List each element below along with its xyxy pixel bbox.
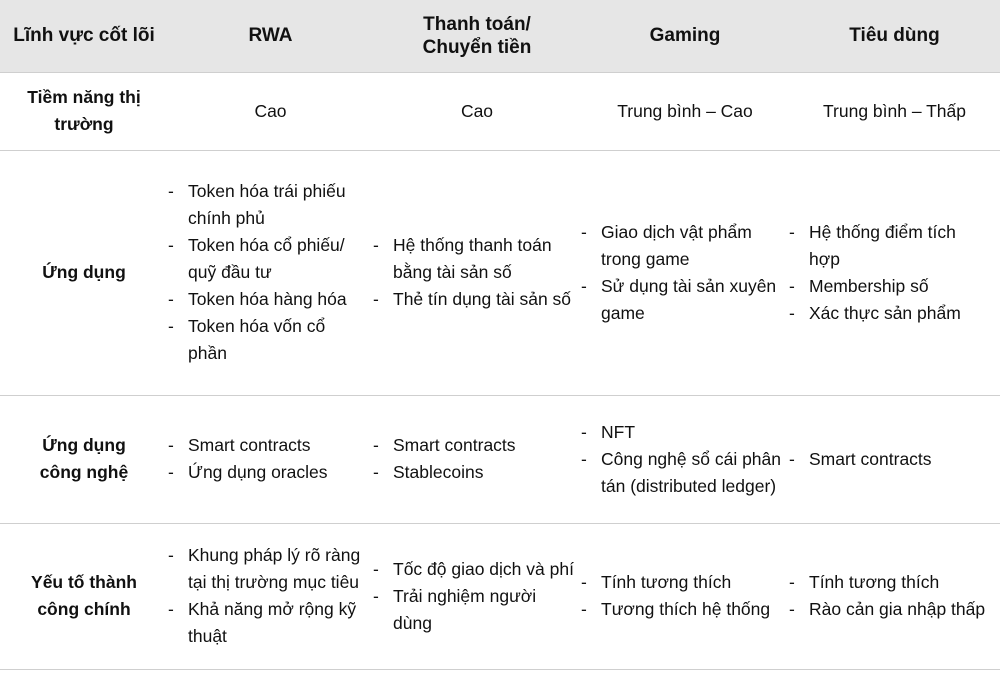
- bullet-list: [581, 569, 789, 623]
- list-item: - Rào cản gia nhập thấp: [789, 596, 1000, 623]
- list-item: - Hệ thống điểm tích hợp: [789, 219, 1000, 273]
- list-item: - NFT: [581, 419, 789, 446]
- table-row-applications: [0, 150, 1000, 395]
- list-item: - Công nghệ sổ cái phân tán (distributed ledger): [581, 446, 789, 500]
- list-item: - Sử dụng tài sản xuyên game: [581, 273, 789, 327]
- bullet-list: [581, 219, 789, 327]
- bullet-list: [168, 542, 368, 650]
- table-row-technology: [0, 395, 1000, 523]
- list-item: - Tính tương thích: [789, 569, 1000, 596]
- header-gaming: Gaming: [581, 0, 789, 72]
- list-item: - Smart contracts: [373, 432, 581, 459]
- bullet-list: [789, 569, 1000, 623]
- row-label-success-factors: Yếu tố thành công chính: [0, 523, 168, 669]
- cell-list: [373, 523, 581, 669]
- table-row-market-potential: [0, 72, 1000, 150]
- list-item: - Smart contracts: [168, 432, 373, 459]
- list-item: - Smart contracts: [789, 446, 1000, 473]
- list-item: - Tương thích hệ thống: [581, 596, 789, 623]
- header-core-field: Lĩnh vực cốt lõi: [0, 0, 168, 72]
- list-item: - Xác thực sản phẩm: [789, 300, 1000, 327]
- list-item: - Trải nghiệm người dùng: [373, 583, 581, 637]
- cell-list: [789, 150, 1000, 395]
- cell-list: [789, 523, 1000, 669]
- bullet-list: [373, 232, 581, 313]
- list-item: - Token hóa hàng hóa: [168, 286, 358, 313]
- list-item: - Khả năng mở rộng kỹ thuật: [168, 596, 368, 650]
- list-item: - Khung pháp lý rõ ràng tại thị trường mục tiêu: [168, 542, 368, 596]
- cell-list: [373, 395, 581, 523]
- list-item: - Tính tương thích: [581, 569, 789, 596]
- header-rwa: RWA: [168, 0, 373, 72]
- bullet-list: [789, 446, 1000, 473]
- list-item: - Hệ thống thanh toán bằng tài sản số: [373, 232, 581, 286]
- list-item: - Token hóa cổ phiếu/ quỹ đầu tư: [168, 232, 358, 286]
- cell-list: [581, 150, 789, 395]
- list-item: - Giao dịch vật phẩm trong game: [581, 219, 789, 273]
- cell-value: Cao: [168, 72, 373, 150]
- header-payments: Thanh toán/ Chuyển tiền: [373, 0, 581, 72]
- list-item: - Membership số: [789, 273, 1000, 300]
- cell-list: [789, 395, 1000, 523]
- bullet-list: [168, 178, 358, 367]
- cell-list: [168, 523, 373, 669]
- bullet-list: [789, 219, 1000, 327]
- bullet-list: [373, 432, 581, 486]
- list-item: - Token hóa trái phiếu chính phủ: [168, 178, 358, 232]
- bullet-list: [168, 432, 373, 486]
- list-item: - Tốc độ giao dịch và phí: [373, 556, 581, 583]
- cell-list: [581, 395, 789, 523]
- header-consumer: Tiêu dùng: [789, 0, 1000, 72]
- list-item: - Token hóa vốn cổ phần: [168, 313, 358, 367]
- cell-list: [581, 523, 789, 669]
- table-row-success-factors: [0, 523, 1000, 669]
- cell-value: Trung bình – Thấp: [789, 72, 1000, 150]
- header-row: [0, 0, 1000, 72]
- list-item: - Stablecoins: [373, 459, 581, 486]
- row-label-market-potential: Tiềm năng thị trường: [0, 72, 168, 150]
- list-item: - Thẻ tín dụng tài sản số: [373, 286, 581, 313]
- list-item: - Ứng dụng oracles: [168, 459, 373, 486]
- cell-value: Cao: [373, 72, 581, 150]
- row-label-technology: Ứng dụng công nghệ: [0, 395, 168, 523]
- cell-list: [168, 150, 373, 395]
- bullet-list: [373, 556, 581, 637]
- bullet-list: [581, 419, 789, 500]
- row-label-applications: Ứng dụng: [0, 150, 168, 395]
- cell-value: Trung bình – Cao: [581, 72, 789, 150]
- cell-list: [168, 395, 373, 523]
- cell-list: [373, 150, 581, 395]
